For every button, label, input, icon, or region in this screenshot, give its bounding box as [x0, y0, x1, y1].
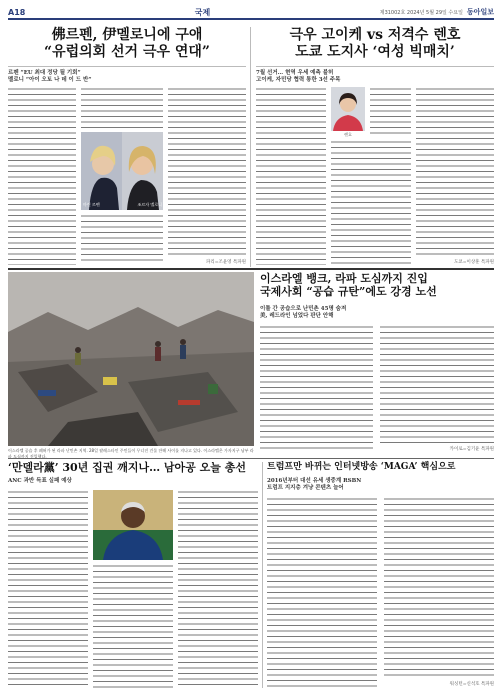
divider — [256, 66, 494, 67]
story5-sub-1: 2016년부터 대선 유세 생중계 RSBN — [267, 478, 362, 484]
story3-body-col2 — [380, 325, 494, 445]
story5-byline: 워싱턴=신석호 특파원 — [449, 682, 494, 687]
story2-title-2: 도쿄 도지사 ‘여성 빅매치’ — [295, 43, 455, 60]
divider — [8, 66, 246, 67]
story1-photo — [81, 132, 163, 210]
story3-sub-2: 美, 레드라인 넘었다 판단 안해 — [260, 313, 334, 320]
story1-caption-right: 조르자 멜로니 — [137, 202, 162, 207]
story1-sub-2: 멜로니 “아이 오토 나 데 이 드 반” — [8, 77, 92, 84]
story2-byline: 도쿄=이상훈 특파원 — [454, 260, 494, 265]
story5-body-col2 — [384, 497, 494, 679]
story4-body-col1 — [8, 490, 88, 688]
section-rule — [8, 268, 494, 270]
story2-body-col2-top — [370, 87, 411, 135]
story5-sub-2: 트럼프 지지층 겨냥 콘텐츠 늘어 — [267, 485, 344, 492]
story1-subtitle — [8, 70, 128, 84]
story3-title-1: 이스라엘 뱅크, 라파 도심까지 진입 — [260, 272, 428, 285]
section-rule — [8, 458, 494, 459]
story3-byline: 카이로=김기윤 특파원 — [449, 447, 494, 452]
page-number: A18 — [8, 7, 26, 17]
story1-body-col2 — [81, 87, 163, 131]
story1-sub-1: 르펜 “EU 최대 정당 될 기회” — [8, 70, 81, 76]
story1-title-2: “유럽의회 선거 극우 연대” — [44, 43, 210, 60]
story3-photo-caption: 이스라엘 공습 후 폐허가 된 라파 난민촌 지역. 28일 팔레스타인 주민들이 무너진 건물 잔해 사이를 지나고 있다. 이스라엘은 가자지구 남부 라파 도심까지 진입했다. — [8, 448, 254, 459]
column-divider — [250, 27, 251, 267]
story3-sub-1: 이틀 간 공습으로 난민촌 45명 숨져 — [260, 306, 347, 312]
story1-title-1: 佛르펜, 伊멜로니에 구애 — [51, 27, 203, 43]
story3-body-col1 — [260, 325, 373, 453]
story4-title: ‘만델라黨’ 30년 집권 깨지나… 남아공 오늘 총선 — [8, 461, 246, 474]
story2-sub-1: 7월 선거… 현역 우세 예측 불허 — [256, 70, 334, 76]
story2-photo-caption: 렌호 — [344, 132, 352, 137]
story2-photo — [331, 87, 365, 131]
story2-headline-block — [256, 27, 494, 60]
column-divider — [262, 462, 263, 688]
story5-body-col1 — [267, 497, 377, 688]
story3-title-2: 국제사회 “공습 규탄”에도 강경 노선 — [260, 284, 437, 298]
page-header — [8, 6, 494, 20]
story1-body-col2b — [81, 214, 163, 265]
story1-headline-block — [8, 27, 246, 60]
section-label: 국제 — [194, 7, 211, 17]
story3-headline-block — [260, 273, 494, 299]
story2-subtitle — [256, 70, 376, 84]
story4-body-col2 — [93, 564, 173, 688]
story1-body-col3 — [168, 87, 246, 259]
paper-logo: 동아일보 — [466, 7, 494, 16]
story2-title-1: 극우 고이케 vs 저격수 렌호 — [289, 27, 461, 43]
story3-photo — [8, 272, 254, 446]
story4-body-col3 — [178, 490, 258, 688]
story2-body-col1 — [256, 87, 326, 265]
story1-byline: 파리=조윤영 특파원 — [206, 260, 246, 265]
story5-subtitle — [267, 478, 467, 492]
issue-info: 제31002호 2024년 5월 29일 수요일 — [379, 9, 463, 16]
story2-sub-2: 고이케, 자민당 협력 통한 3선 주목 — [256, 77, 341, 84]
story1-body-col1 — [8, 87, 76, 265]
story4-subtitle: ANC 과반 득표 실패 예상 — [8, 478, 72, 484]
story1-caption-left: 마린 르펜 — [83, 202, 100, 207]
story2-body-col3 — [416, 87, 494, 257]
story4-photo — [93, 490, 173, 560]
masthead-right — [380, 7, 494, 17]
story3-subtitle — [260, 306, 440, 320]
story2-body-col2 — [331, 140, 411, 265]
story5-title: 트럼프만 바뀌는 인터넷방송 ‘MAGA’ 핵심으로 — [267, 462, 456, 472]
